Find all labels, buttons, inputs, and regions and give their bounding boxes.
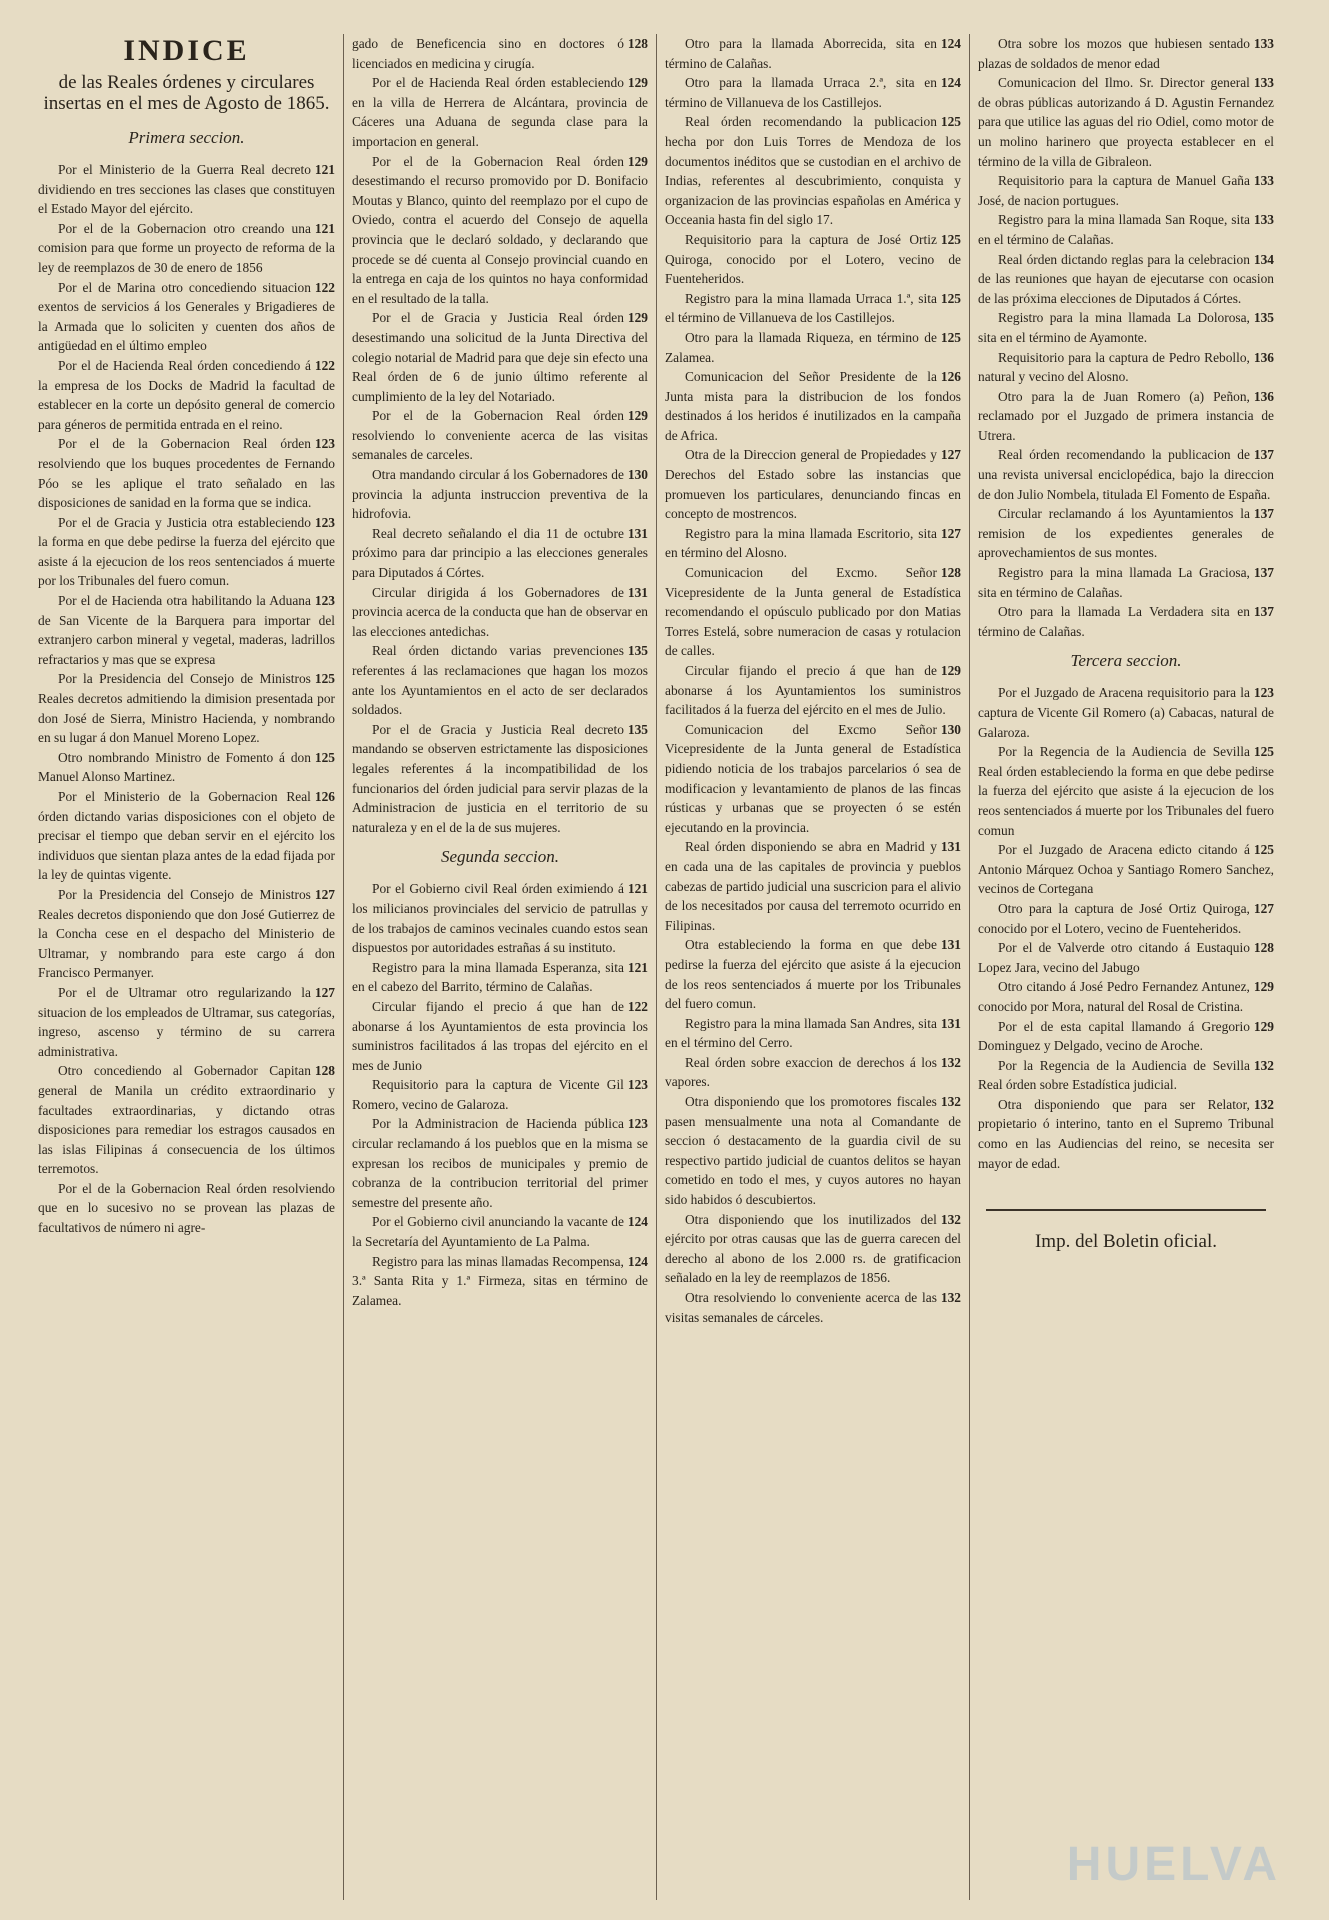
entry-text: Por el de Hacienda otra habilitando la Aduana de San Vicente de la Barquera para importar del extranjero carbon mineral y vegetal, maderas, ladrillos refractarios y mas que se expresa (38, 593, 335, 667)
entry-text: Otro para la llamada La Verdadera sita en término de Calañas. (978, 604, 1250, 639)
entry-text: Circular fijando el precio á que han de abonarse á los Ayuntamientos de esta provincia los suministros facilitados á las tropas del ejército en el mes de Junio (352, 998, 648, 1073)
columns (30, 34, 1299, 1900)
index-entry (38, 591, 335, 669)
index-entry (352, 1212, 648, 1251)
section-heading: Segunda seccion. (440, 847, 560, 867)
entry-text: Registro para la mina llamada San Roque, sita en el término de Calañas. (978, 212, 1250, 247)
index-entry (352, 1114, 648, 1212)
entry-text: Otra disponiendo que para ser Relator, propietario ó interino, tanto en el Supremo Tribunal como en las Audiencias del reino, se necesita ser mayor de edad. (978, 1096, 1274, 1171)
page-number: 122 (314, 279, 335, 295)
page-number: 125 (1253, 842, 1274, 858)
page-number: 133 (1253, 173, 1274, 189)
page-number: 128 (1253, 940, 1274, 956)
page-number: 121 (627, 881, 648, 897)
index-entry (665, 1014, 961, 1053)
index-entry (978, 504, 1274, 563)
index-entry (665, 1092, 961, 1210)
page-number: 127 (940, 447, 961, 463)
entry-text: Otra resolviendo lo conveniente acerca de las visitas semanales de cárceles. (665, 1290, 937, 1325)
index-entry (352, 465, 648, 524)
entry-text: Otro para la de Juan Romero (a) Peñon, reclamado por el Juzgado de primera instancia de Utrera. (978, 388, 1274, 443)
entry-text: Comunicacion del Excmo Señor Vicepresidente de la Junta general de Estadística pidiendo noticia de los trabajos parcelarios ó sea de modificacion y levantamiento de planos de las fincas rústicas y urbanas que se proyecten ó se estén ejecutando en la provincia. (665, 721, 961, 835)
entry-text: Otra sobre los mozos que hubiesen sentado plazas de soldados de menor edad (978, 36, 1250, 71)
index-entry (978, 73, 1274, 171)
index-entry (665, 73, 961, 112)
entry-text: Por el de Gracia y Justicia otra estableciendo la forma en que debe pedirse la fuerza del ejército que asiste á la ejecucion de los reos sentenciados á muerte por los Tribunales del fuero comun. (38, 514, 335, 589)
page-number: 130 (940, 721, 961, 737)
entry-text: Por el de la Gobernacion Real órden resolviendo que en lo sucesivo no se provean las plazas de facultativos de número ni agre- (38, 1180, 335, 1236)
index-entry (38, 513, 335, 591)
index-entry (665, 1210, 961, 1288)
page-number: 126 (314, 789, 335, 804)
page-number: 135 (627, 643, 648, 659)
entry-text: Por el de Ultramar otro regularizando la situacion de los empleados de Ultramar, sus categorías, ingreso, ascenso y término de su carrera administrativa. (38, 984, 335, 1059)
index-entry (352, 720, 648, 838)
entry-text: Otro para la captura de José Ortiz Quiroga, conocido por el Lotero, vecino de Fuenteheridos. (978, 900, 1250, 936)
index-entry (665, 328, 961, 367)
page-number: 126 (940, 369, 961, 385)
entry-text: Real órden recomendando la publicacion de una revista universal enciclopédica, bajo la direccion de don Julio Nombela, titulada El Fomento de España. (978, 447, 1274, 502)
index-entry (978, 1095, 1274, 1173)
entry-text: Por la Regencia de la Audiencia de Sevilla Real órden estableciendo la forma en que debe pedirse la fuerza del ejército que asiste á la ejecucion de los reos sentenciados á muerte por los Tribunales del fuero comun (978, 744, 1274, 838)
page-number: 133 (1253, 75, 1274, 91)
section-heading: Tercera seccion. (1070, 651, 1182, 671)
index-entry (978, 977, 1274, 1016)
footer-rule (986, 1209, 1266, 1211)
index-entry (978, 938, 1274, 977)
index-entry (978, 1017, 1274, 1056)
index-entry (978, 742, 1274, 840)
index-entry (978, 308, 1274, 347)
column-1 (30, 34, 343, 1900)
page-number: 124 (627, 1214, 648, 1230)
page-number: 123 (627, 1077, 648, 1093)
page-number: 129 (1253, 1018, 1274, 1034)
page-number: 129 (627, 153, 648, 169)
entry-text: Otro citando á José Pedro Fernandez Antunez, conocido por Mora, natural del Rosal de Cristina. (978, 979, 1250, 1014)
index-entry (352, 879, 648, 957)
entry-text: Otra disponiendo que los inutilizados del ejército por otras causas que las de guerra carecen del derecho al abono de los 2.000 rs. de gratificacion señalado en la ley de reemplazos de 1856. (665, 1211, 961, 1286)
page-number: 125 (940, 114, 961, 130)
entry-text: Otro concediendo al Gobernador Capitan general de Manila un crédito extraordinario y facultades extraordinarias, y dictando otras disposiciones para remediar los estragos causados en las islas Filipinas á consecuencia de los últimos terremotos. (38, 1063, 335, 1177)
column-3 (656, 34, 969, 1900)
index-entry (978, 1056, 1274, 1095)
entry-text: Por el Ministerio de la Gobernacion Real órden dictando varias disposiciones con el objeto de precisar el tiempo que deban servir en el ejército los individuos que sientan plaza antes de la edad fijada por la ley de quintas vigente. (38, 789, 335, 883)
page-number: 137 (1253, 506, 1274, 522)
entry-text: Otra disponiendo que los promotores fiscales pasen mensualmente una nota al Comandante de seccion ó destacamento de la guardia civil de su respectivo partido judicial de cuantos delitos se hayan cometido en todo el mes, y cuyos autores no hayan sido habidos ó descubiertos. (665, 1094, 961, 1208)
page-number: 123 (627, 1116, 648, 1132)
page-number: 125 (940, 290, 961, 306)
page-number: 127 (314, 886, 335, 902)
index-entry (978, 348, 1274, 387)
page-number: 133 (1253, 212, 1274, 228)
index-entry (38, 219, 335, 278)
page-number: 131 (627, 584, 648, 600)
entry-text: Por el de la Gobernacion otro creando una comision para que forme un proyecto de reforma de la ley de reemplazos de 30 de enero de 1856 (38, 220, 335, 275)
page-number: 121 (314, 220, 335, 236)
entry-text: Registro para las minas llamadas Recompensa, 3.ª Santa Rita y 1.ª Firmeza, sitas en término de Zalamea. (352, 1253, 648, 1308)
index-entry (38, 434, 335, 512)
index-entry (665, 445, 961, 523)
entry-text: Requisitorio para la captura de José Ortiz Quiroga, conocido por el Lotero, vecino de Fuenteheridos. (665, 231, 961, 287)
page-number: 132 (940, 1211, 961, 1227)
entry-text: Por el de Hacienda Real órden estableciendo en la villa de Herrera de Alcántara, provincia de Cáceres una Aduana de segunda clase para la importacion en general. (352, 75, 648, 149)
column-4-body (978, 34, 1274, 1173)
page-number: 128 (627, 36, 648, 51)
entry-text: Por el Ministerio de la Guerra Real decreto dividiendo en tres secciones las clases que constituyen el Estado Mayor del ejército. (38, 162, 335, 217)
page-number: 131 (627, 525, 648, 541)
entry-text: Otro nombrando Ministro de Fomento á don Manuel Alonso Martinez. (38, 749, 311, 785)
index-entry (38, 160, 335, 219)
index-entry (38, 748, 335, 787)
entry-text: Real órden dictando varias prevenciones referentes á las reclamaciones que hagan los mozos ante los Ayuntamientos en el acto de ser declarados soldados. (352, 643, 648, 718)
page-number: 122 (627, 998, 648, 1014)
entry-text: Real órden dictando reglas para la celebracion de las reuniones que hayan de ejecutarse con ocasion de las próxima elecciones de Diputados á Córtes. (978, 251, 1274, 306)
entry-text: Otra estableciendo la forma en que debe pedirse la fuerza del ejército que asiste á la ejecucion de los reos sentenciados á muerte por los Tribunales del fuero comun. (665, 937, 961, 1012)
page-number: 133 (1253, 36, 1274, 51)
column-2 (343, 34, 656, 1900)
entry-text: Registro para la mina llamada Urraca 1.ª, sita el término de Villanueva de los Castillejos. (665, 290, 937, 326)
page-number: 137 (1253, 565, 1274, 581)
index-entry (352, 641, 648, 719)
page-number: 124 (940, 36, 961, 51)
index-entry (978, 445, 1274, 504)
page-number: 131 (940, 1015, 961, 1031)
entry-text: Real órden sobre exaccion de derechos á los vapores. (665, 1054, 937, 1090)
entry-text: Por el de la Gobernacion Real órden desestimando el recurso promovido por D. Bonifacio Moutas y Blanco, quinto del reemplazo por el cupo de Oviedo, contra el acuerdo del Consejo de aquella provincia que le declaró soldado, y declarando que procede se dé cuenta al Consejo provincial cuando en la entrega en caja de los quintos no haya conformidad en el resultado de la talla. (352, 153, 648, 306)
page-number: 125 (940, 231, 961, 247)
page-number: 132 (940, 1290, 961, 1305)
page-number: 132 (1253, 1057, 1274, 1073)
page-number: 123 (314, 593, 335, 609)
entry-text: Real órden recomendando la publicacion hecha por don Luis Torres de Mendoza de los documentos inéditos que se custodian en el archivo de Indias, referentes al descubrimiento, conquista y organizacion de las provincias españolas en América y Occeania hasta fin del siglo 17. (665, 114, 961, 228)
page-number: 129 (940, 663, 961, 678)
entry-text: Por el de Gracia y Justicia Real órden desestimando una solicitud de la Junta Directiva del colegio notarial de Madrid para que deje sin efecto una Real órden de 6 de junio último referente al cumplimiento de la ley del Notariado. (352, 310, 648, 404)
index-entry (665, 367, 961, 445)
page-number: 125 (1253, 744, 1274, 760)
archive-watermark: HUELVA (1066, 1838, 1281, 1891)
entry-text: Por el Juzgado de Aracena requisitorio para la captura de Vicente Gil Romero (a) Cabacas, natural de Galaroza. (978, 685, 1274, 740)
index-entry (38, 278, 335, 356)
entry-text: Por el Juzgado de Aracena edicto citando á Antonio Márquez Ochoa y Santiago Romero Sanchez, vecinos de Cortegana (978, 842, 1274, 897)
index-entry (665, 34, 961, 73)
page-number: 127 (314, 984, 335, 1000)
page-number: 129 (627, 75, 648, 91)
entry-text: Real órden disponiendo se abra en Madrid y en cada una de las capitales de provincia y pueblos cabezas de partido judicial una suscricion para el alivio de los necesitados por causa del terremoto ocurrido en Filipinas. (665, 839, 961, 933)
entry-text: Por el de Hacienda Real órden concediendo á la empresa de los Docks de Madrid la facultad de establecer en la corte un depósito general de comercio para géneros de permitida entrada en el reino. (38, 357, 335, 432)
page-number: 132 (1253, 1096, 1274, 1112)
index-entry (352, 406, 648, 465)
page-number: 130 (627, 467, 648, 483)
page-number: 127 (1253, 900, 1274, 916)
entry-text: Requisitorio para la captura de Pedro Rebollo, natural y vecino del Alosno. (978, 349, 1250, 385)
index-entry (665, 524, 961, 563)
index-entry (352, 958, 648, 997)
column-4 (969, 34, 1282, 1900)
page-number: 129 (1253, 979, 1274, 995)
index-entry (665, 935, 961, 1013)
page-number: 123 (1253, 685, 1274, 701)
page-number: 136 (1253, 388, 1274, 404)
index-entry (978, 602, 1274, 641)
page-number: 121 (314, 162, 335, 177)
index-entry (352, 308, 648, 406)
index-entry (978, 250, 1274, 309)
page-number: 124 (627, 1253, 648, 1269)
entry-text: Registro para la mina llamada La Graciosa, sita en término de Calañas. (978, 565, 1250, 600)
index-entry (38, 885, 335, 983)
index-entry (352, 73, 648, 151)
page-number: 125 (940, 329, 961, 345)
entry-text: Otro para la llamada Riqueza, en término de Zalamea. (665, 329, 937, 365)
entry-text: Por la Regencia de la Audiencia de Sevilla Real órden sobre Estadística judicial. (978, 1057, 1250, 1093)
page-number: 134 (1253, 251, 1274, 267)
entry-text: Registro para la mina llamada Esperanza, sita en el cabezo del Barrito, término de Calañas. (352, 959, 624, 995)
index-entry (38, 787, 335, 885)
page-number: 135 (1253, 310, 1274, 326)
index-entry (665, 563, 961, 661)
index-entry (352, 583, 648, 642)
page-number: 123 (314, 436, 335, 452)
index-entry (665, 837, 961, 935)
index-entry (978, 387, 1274, 446)
page-number: 125 (314, 671, 335, 687)
entry-text: Por la Presidencia del Consejo de Ministros Reales decretos admitiendo la dimision presentada por don José de Sierra, Ministro Hacienda, y nombrando en su lugar á don Manuel Moreno Lopez. (38, 671, 335, 746)
entry-text: Otra de la Direccion general de Propiedades y Derechos del Estado sobre las instancias que promueven los particulares, denunciando fincas en concepto de mostrencos. (665, 447, 961, 522)
entry-text: Por la Presidencia del Consejo de Ministros Reales decretos disponiendo que don José Gutierrez de la Concha cese en el despacho del Ministerio de Ultramar, y nombrando para este cargo á don Francisco Permanyer. (38, 886, 335, 981)
page-number: 129 (627, 408, 648, 424)
entry-text: Registro para la mina llamada Escritorio, sita en término del Alosno. (665, 525, 937, 561)
entry-text: Por el de Gracia y Justicia Real decreto mandando se observen estrictamente las disposiciones legales referentes á la incompatibilidad de los funcionarios del órden judicial para servir plazas de la Administracion de justicia en el territorio de su naturaleza y en el de la de sus mujeres. (352, 721, 648, 835)
index-entry (978, 563, 1274, 602)
index-entry (978, 34, 1274, 73)
index-entry (978, 840, 1274, 899)
page-number: 136 (1253, 349, 1274, 365)
entry-text: Por el de Valverde otro citando á Eustaquio Lopez Jara, vecino del Jabugo (978, 940, 1250, 975)
entry-text: Registro para la mina llamada La Dolorosa, sita en el término de Ayamonte. (978, 310, 1250, 345)
entry-text: Por el Gobierno civil anunciando la vacante de la Secretaría del Ayuntamiento de La Palma. (352, 1214, 624, 1250)
entry-text: Comunicacion del Señor Presidente de la Junta mista para la distribucion de los fondos destinados á los heridos é inutilizados en la campaña de Africa. (665, 369, 961, 443)
index-entry (978, 171, 1274, 210)
section-heading: Primera seccion. (128, 128, 245, 147)
page-number: 122 (314, 357, 335, 373)
page-number: 137 (1253, 447, 1274, 463)
index-entry (665, 289, 961, 328)
index-entry (978, 899, 1274, 938)
entry-text: Otra mandando circular á los Gobernadores de provincia la adjunta instruccion preventiva de la hidrofovia. (352, 467, 648, 522)
index-entry (38, 356, 335, 434)
index-entry (665, 230, 961, 289)
entry-text: Por el de la Gobernacion Real órden resolviendo lo conveniente acerca de las visitas semanales de carceles. (352, 408, 648, 463)
index-entry (978, 210, 1274, 249)
entry-text: Por el de Marina otro concediendo situacion exentos de servicios á los Generales y Brigadieres de la Armada que lo soliciten y cuenten dos años de antigüedad en el último empleo (38, 279, 335, 354)
entry-text: Por el Gobierno civil Real órden eximiendo á los milicianos provinciales del servicio de patrullas y de los trabajos de caminos vecinales cuando estos sean dispuestos por autoridades estrañas á su instituto. (352, 881, 648, 956)
index-subtitle: de las Reales órdenes y circulares insertas en el mes de Agosto de 1865. (43, 72, 330, 114)
index-entry (665, 1053, 961, 1092)
entry-text: Circular reclamando á los Ayuntamientos la remision de los expedientes generales de aprovechamientos de sus montes. (978, 506, 1274, 561)
page-number: 127 (940, 525, 961, 541)
index-entry (352, 524, 648, 583)
entry-text: Circular fijando el precio á que han de abonarse á los Ayuntamientos los suministros facilitados á la fuerza del ejército en el mes de Julio. (665, 663, 961, 718)
entry-text: Requisitorio para la captura de Manuel Gaña José, de nacion portugues. (978, 173, 1250, 208)
page-number: 121 (627, 959, 648, 975)
imprint: Imp. del Boletin oficial. (1034, 1231, 1218, 1253)
page-number: 128 (940, 565, 961, 581)
entry-text: Circular dirigida á los Gobernadores de provincia acerca de la conducta que han de observar en las elecciones antedichas. (352, 584, 648, 639)
entry-text: gado de Beneficencia sino en doctores ó licenciados en medicina y cirugía. (352, 36, 624, 71)
entry-text: Otro para la llamada Aborrecida, sita en término de Calañas. (665, 36, 937, 71)
index-entry (38, 1179, 335, 1238)
index-entry (38, 669, 335, 747)
page-number: 125 (314, 749, 335, 765)
index-entry (38, 1061, 335, 1179)
entry-text: Registro para la mina llamada San Andres, sita en el término del Cerro. (665, 1015, 937, 1051)
index-entry (665, 112, 961, 230)
index-entry (978, 683, 1274, 742)
index-entry (352, 152, 648, 309)
index-entry (352, 1252, 648, 1311)
index-entry (38, 983, 335, 1061)
page-number: 124 (940, 75, 961, 91)
page-number: 131 (940, 839, 961, 855)
page-number: 123 (314, 514, 335, 530)
page-number: 129 (627, 310, 648, 326)
page-number: 131 (940, 937, 961, 953)
page-number: 137 (1253, 604, 1274, 620)
entry-text: Por el de esta capital llamando á Gregorio Dominguez y Delgado, vecino de Aroche. (978, 1018, 1250, 1054)
index-entry (352, 34, 648, 73)
index-entry (665, 661, 961, 720)
index-entry (665, 1288, 961, 1327)
index-entry (352, 997, 648, 1075)
page-number: 135 (627, 721, 648, 737)
page-number: 132 (940, 1094, 961, 1110)
entry-text: Real decreto señalando el dia 11 de octubre próximo para dar principio a las elecciones generales para Diputados á Córtes. (352, 525, 648, 581)
entry-text: Otro para la llamada Urraca 2.ª, sita en término de Villanueva de los Castillejos. (665, 75, 937, 110)
entry-text: Comunicacion del Ilmo. Sr. Director general de obras públicas autorizando á D. Agustin Fernandez para que utilice las aguas del rio Odiel, como motor de un molino harinero que proyecta establecer en el término de la villa de Gibraleon. (978, 75, 1274, 169)
entry-text: Por la Administracion de Hacienda pública circular reclamando á los pueblos que en la misma se expresan los recibos de municipales y premio de cobranza de la contribucion territorial del primer semestre del presente año. (352, 1116, 648, 1210)
page-number: 128 (314, 1063, 335, 1079)
index-entry (665, 720, 961, 838)
entry-text: Comunicacion del Excmo. Señor Vicepresidente de la Junta general de Estadística recomendando el opúsculo publicado por don Matias Torres Estelá, sobre numeracion de casas y rotulacion de calles. (665, 565, 961, 659)
index-title: INDICE (123, 34, 250, 67)
page-number: 132 (940, 1054, 961, 1070)
entry-text: Requisitorio para la captura de Vicente Gil Romero, vecino de Galaroza. (352, 1077, 624, 1112)
entry-text: Por el de la Gobernacion Real órden resolviendo que los buques procedentes de Fernando Póo se les aplique el trato señalado en las disposiciones de sanidad en la forma que se indica. (38, 436, 335, 511)
index-entry (352, 1075, 648, 1114)
